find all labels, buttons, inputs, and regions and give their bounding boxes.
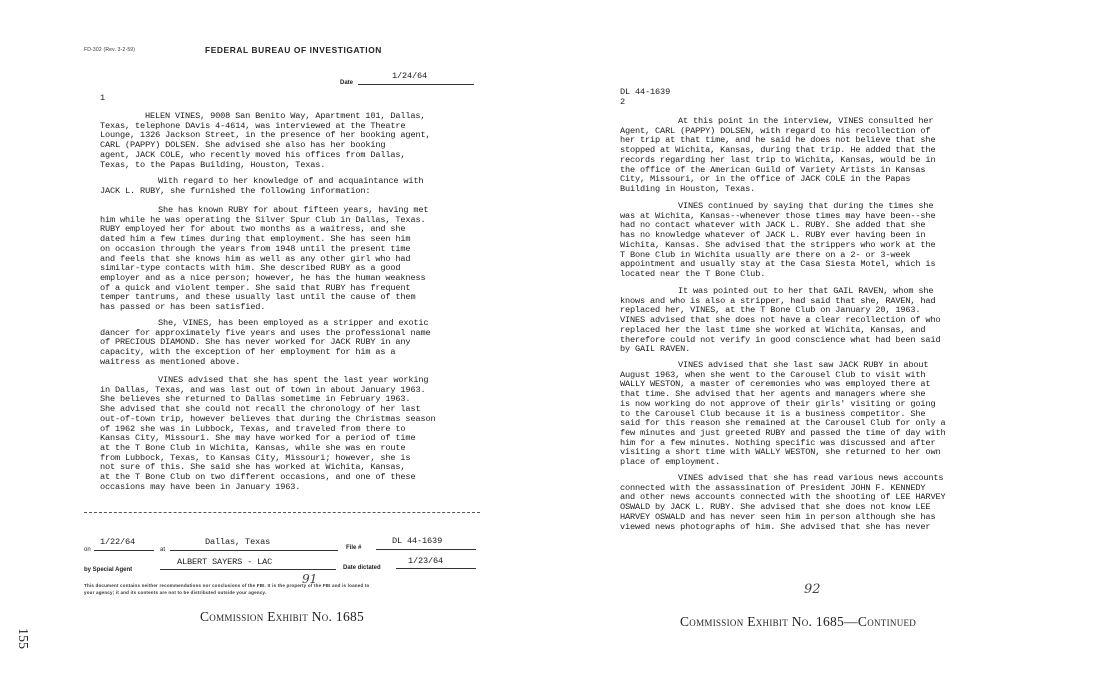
date-underline [358, 84, 474, 85]
right-paragraph-3: It was pointed out to her that GAIL RAVEN, whom she knows and who is also a stripper, had said that she, RAVEN, had replaced her, VINES, at the T Bone Club on January 20, 1963. VINES advised that she does not have a clear recollection of who replaced her the last time she worked at Wichita, Kansas, and therefore could not verify in good conscience what had been said by GAIL RAVEN. [620, 286, 941, 355]
left-paragraph-3: She has known RUBY for about fifteen years, having met him while he was operating the Silver Spur Club in Dallas, Texas. RUBY employed her for about two months as a waitress, and she dated him a few times during that employment. She has seen him on occasion through the years from 1948 until the present time and feels that she knows him as well as any other girl who had similar-type contacts with him. She described RUBY as a good employer and as a nice person; however, he has the human weakness of a quick and violent temper. She said that RUBY has frequent temper tantrums, and these usually last until the cause of them has passed or has been satisfied. [100, 205, 429, 313]
by-label: by Special Agent [84, 567, 133, 573]
agency-header: FEDERAL BUREAU OF INVESTIGATION [205, 45, 382, 55]
on-value: 1/22/64 [100, 537, 136, 547]
page-number-left: 1 [100, 93, 106, 103]
file-value: DL 44-1639 [392, 536, 443, 546]
dictated-label: Date dictated [343, 565, 381, 571]
at-value: Dallas, Texas [205, 537, 271, 547]
at-underline [170, 550, 338, 551]
disclaimer-line-2: your agency; it and its contents are not to be distributed outside your agency. [84, 590, 267, 595]
left-paragraph-4: She, VINES, has been employed as a stripper and exotic dancer for approximately five years and uses the professional name of PRECIOUS DIAMOND. She has never worked for JACK RUBY in any capacity, with the exception of her employment for him as a waitress as mentioned above. [100, 318, 431, 367]
footer-separator [84, 512, 480, 513]
dictated-value: 1/23/64 [408, 556, 444, 566]
handwritten-mark-right: 92 [804, 582, 821, 597]
left-paragraph-1: HELEN VINES, 9008 San Benito Way, Apartment 101, Dallas, Texas, telephone DAvis 4-4614, was interviewed at the Theatre Lounge, 1326 Jackson Street, in the presence of her booking agent, CARL (PAPPY) DOLSEN. She advised she also has her booking agent, JACK COLE, who recently moved his offices from Dallas, Texas, to the Papas Building, Houston, Texas. [100, 111, 431, 170]
by-underline [160, 569, 336, 570]
form-id: FD-302 (Rev. 3-2-59) [84, 47, 136, 53]
by-value: ALBERT SAYERS - LAC [177, 557, 273, 567]
left-paragraph-2: With regard to her knowledge of and acquaintance with JACK L. RUBY, she furnished the following information: [100, 176, 424, 196]
side-page-number: 155 [15, 628, 30, 649]
file-ref-right: DL 44-1639 [620, 87, 671, 97]
exhibit-caption-right: Commission Exhibit No. 1685—Continued [680, 614, 917, 629]
handwritten-mark-left: 91 [302, 572, 318, 586]
right-paragraph-1: At this point in the interview, VINES consulted her Agent, CARL (PAPPY) DOLSEN, with regard to his recollection of her trip at that time, and he said he does not believe that she stopped at Wichita, Kansas, during that trip. He added that the records regarding her last trip to Wichita, Kansas, would be in the office of the American Guild of Variety Artists in Kansas City, Missouri, or in the office of JACK COLE in the Papas Building in Houston, Texas. [620, 116, 936, 194]
on-label: on [84, 547, 91, 553]
page-number-right: 2 [620, 97, 626, 107]
on-underline [94, 550, 154, 551]
right-paragraph-2: VINES continued by saying that during the times she was at Wichita, Kansas--whenever those times may have been--she had no contact whatever with JACK L. RUBY. She added that she has no knowledge whatever of JACK L. RUBY ever having been in Wichita, Kansas. She advised that the strippers who work at the T Bone Club in Wichita usually are there on a 2- or 3-week appointment and usually stay at the Casa Siesta Motel, which is located near the T Bone Club. [620, 201, 936, 279]
disclaimer-line-1: This document contains neither recommendations nor conclusions of the FBI. It is the property of the FBI and is loaned to [84, 583, 370, 588]
dictated-underline [396, 568, 476, 569]
exhibit-caption-left: Commission Exhibit No. 1685 [200, 609, 365, 624]
file-underline [376, 549, 476, 550]
at-label: at [160, 547, 166, 553]
right-paragraph-5: VINES advised that she has read various news accounts connected with the assassination of President JOHN F. KENNEDY and other news accounts connected with the shooting of LEE HARVEY OSWALD by JACK L. RUBY. She advised that she does not know LEE HARVEY OSWALD and has never seen him in person although she has viewed news photographs of him. She advised that she has never [620, 473, 946, 532]
left-paragraph-5: VINES advised that she has spent the last year working in Dallas, Texas, and was last out of town in about January 1963. She believes she returned to Dallas sometime in February 1963. She advised that she could not recall the chronology of her last out-of-town trip, however believes that during the Christmas season of 1962 she was in Lubbock, Texas, and traveled from there to Kansas City, Missouri. She may have worked for a period of time at the T Bone Club in Wichita, Kansas, while she was en route from Lubbock, Texas, to Kansas City, Missouri; however, she is not sure of this. She said she has worked at Wichita, Kansas, at the T Bone Club on two different occasions, and one of these occasions may have been in January 1963. [100, 375, 436, 492]
file-label: File # [346, 545, 362, 551]
right-paragraph-4: VINES advised that she last saw JACK RUBY in about August 1963, when she went to the Carousel Club to visit with WALLY WESTON, a master of ceremonies who was employed there at that time. She advised that her agents and managers where she is now working do not approve of their girls' visiting or going to the Carousel Club because it is a business competitor. She said for this reason she remained at the Carousel Club for only a few minutes and just greeted RUBY and passed the time of day with him for a few minutes. Nothing specific was discussed and after visiting a short time with WALLY WESTON, she returned to her own place of employment. [620, 360, 946, 468]
date-label: Date [340, 80, 354, 86]
date-value: 1/24/64 [392, 71, 428, 81]
